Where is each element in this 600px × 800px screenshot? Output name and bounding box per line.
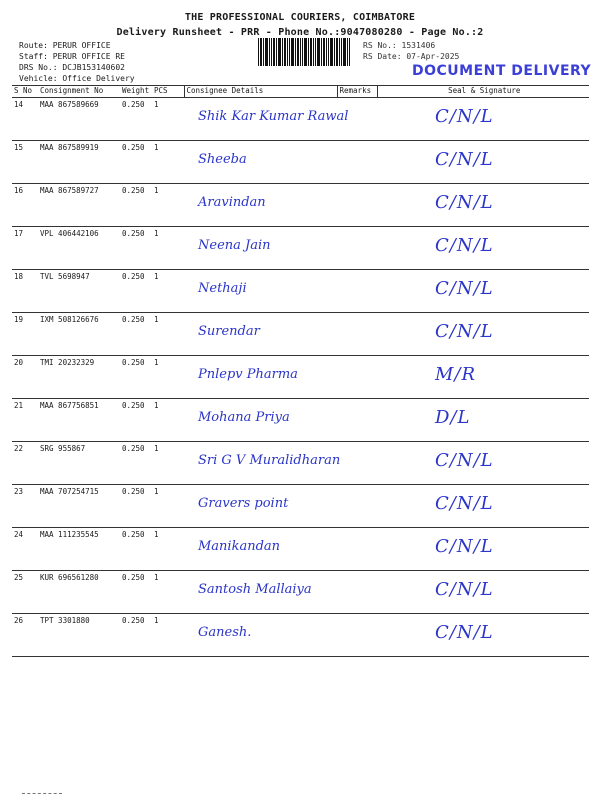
cell-pcs: 1	[152, 356, 184, 399]
barcode-icon	[258, 38, 350, 66]
cell-consignee	[184, 313, 337, 356]
cell-consignee	[184, 98, 349, 141]
cell-pcs: 1	[152, 528, 184, 571]
table-row	[12, 313, 589, 356]
cell-seal	[377, 399, 589, 442]
cell-seal	[377, 442, 589, 485]
cell-sno: 20	[12, 356, 38, 399]
cell-consignee	[184, 399, 337, 442]
cell-remarks	[337, 270, 377, 313]
cell-sno: 26	[12, 614, 38, 657]
col-sno: S No	[12, 86, 38, 98]
col-pcs: PCS	[152, 86, 184, 98]
cell-weight: 0.250	[120, 227, 152, 270]
cell-consignment: MAA 111235545	[38, 528, 120, 571]
cell-pcs: 1	[152, 614, 184, 657]
cell-remarks	[337, 528, 377, 571]
table-row	[12, 485, 589, 528]
cell-remarks	[337, 227, 377, 270]
table-row	[12, 184, 589, 227]
cell-consignee	[184, 356, 337, 399]
col-remarks: Remarks	[337, 86, 377, 98]
cell-weight: 0.250	[120, 270, 152, 313]
cell-consignee-handwriting: Ganesh.	[198, 625, 252, 640]
staff-text: Staff: PERUR OFFICE RE	[19, 52, 125, 61]
cell-seal	[377, 356, 589, 399]
cell-seal	[377, 270, 589, 313]
cell-consignee	[184, 227, 337, 270]
cell-seal	[377, 141, 589, 184]
cell-pcs: 1	[152, 141, 184, 184]
cell-consignee	[184, 270, 337, 313]
cell-seal-handwriting: C/N/L	[435, 450, 494, 471]
cell-pcs: 1	[152, 399, 184, 442]
col-consignment: Consignment No	[38, 86, 120, 98]
document-delivery-stamp: DOCUMENT DELIVERY	[412, 63, 592, 79]
table-header-row	[12, 86, 589, 98]
runsheet-table	[12, 85, 589, 657]
cell-sno: 15	[12, 141, 38, 184]
cell-remarks	[337, 184, 377, 227]
cell-consignment: IXM 508126676	[38, 313, 120, 356]
cell-consignee-handwriting: Gravers point	[198, 496, 289, 511]
cell-remarks	[337, 313, 377, 356]
cell-consignee	[184, 571, 337, 614]
cell-consignment: TVL 5698947	[38, 270, 120, 313]
cell-pcs: 1	[152, 270, 184, 313]
cell-seal	[377, 614, 589, 657]
cell-weight: 0.250	[120, 141, 152, 184]
cell-seal	[377, 227, 589, 270]
cell-weight: 0.250	[120, 313, 152, 356]
cell-remarks	[337, 141, 377, 184]
cell-consignment: MAA 867589669	[38, 98, 120, 141]
cell-seal	[377, 528, 589, 571]
cell-sno: 17	[12, 227, 38, 270]
cell-consignment: TPT 3301880	[38, 614, 120, 657]
cell-remarks	[337, 614, 377, 657]
cell-consignee	[184, 485, 337, 528]
table-row	[12, 98, 589, 141]
cell-consignee-handwriting: Sri G V Muralidharan	[198, 453, 341, 468]
table-row	[12, 571, 589, 614]
vehicle-text: Vehicle: Office Delivery	[19, 74, 135, 83]
cell-seal-handwriting: C/N/L	[435, 622, 494, 643]
col-weight: Weight	[120, 86, 152, 98]
cell-consignment: KUR 696561280	[38, 571, 120, 614]
cell-weight: 0.250	[120, 442, 152, 485]
footer-mark	[22, 793, 62, 796]
cell-consignee-handwriting: Shik Kar Kumar Rawal	[198, 109, 349, 124]
cell-consignee-handwriting: Pnlepv Pharma	[198, 367, 298, 382]
cell-weight: 0.250	[120, 184, 152, 227]
cell-consignment: SRG 955867	[38, 442, 120, 485]
table-row	[12, 270, 589, 313]
cell-seal-handwriting: D/L	[435, 407, 471, 428]
cell-pcs: 1	[152, 442, 184, 485]
cell-consignee-handwriting: Neena Jain	[198, 238, 271, 253]
cell-consignee-handwriting: Santosh Mallaiya	[198, 582, 312, 597]
company-title: THE PROFESSIONAL COURIERS, COIMBATORE	[184, 12, 416, 23]
cell-consignee	[184, 184, 337, 227]
cell-consignment: MAA 867589727	[38, 184, 120, 227]
cell-pcs: 1	[152, 313, 184, 356]
cell-remarks	[337, 571, 377, 614]
cell-seal-handwriting: C/N/L	[435, 321, 494, 342]
cell-seal-handwriting: C/N/L	[435, 149, 494, 170]
cell-sno: 23	[12, 485, 38, 528]
cell-consignee-handwriting: Aravindan	[198, 195, 266, 210]
cell-remarks	[337, 356, 377, 399]
route-text: Route: PERUR OFFICE	[19, 41, 111, 50]
cell-weight: 0.250	[120, 485, 152, 528]
table-row	[12, 528, 589, 571]
cell-seal-handwriting: C/N/L	[435, 493, 494, 514]
col-consignee: Consignee Details	[184, 86, 337, 98]
cell-seal-handwriting: C/N/L	[435, 235, 494, 256]
table-row	[12, 614, 589, 657]
cell-seal-handwriting: C/N/L	[435, 106, 494, 127]
rs-number: RS No.: 1531406	[363, 41, 436, 50]
cell-consignee-handwriting: Mohana Priya	[198, 410, 290, 425]
col-seal: Seal & Signature	[377, 86, 589, 98]
cell-remarks	[337, 442, 377, 485]
drs-text: DRS No.: DCJB153140602	[19, 63, 125, 72]
table-row	[12, 141, 589, 184]
cell-sno: 25	[12, 571, 38, 614]
cell-weight: 0.250	[120, 528, 152, 571]
cell-sno: 18	[12, 270, 38, 313]
cell-seal	[377, 98, 589, 141]
cell-pcs: 1	[152, 485, 184, 528]
cell-consignment: VPL 406442106	[38, 227, 120, 270]
cell-seal-handwriting: C/N/L	[435, 278, 494, 299]
cell-pcs: 1	[152, 227, 184, 270]
cell-remarks	[337, 399, 377, 442]
cell-weight: 0.250	[120, 399, 152, 442]
table-row	[12, 356, 589, 399]
table-row	[12, 399, 589, 442]
cell-consignment: MAA 867589919	[38, 141, 120, 184]
meta-left	[19, 40, 135, 84]
cell-sno: 19	[12, 313, 38, 356]
cell-consignee-handwriting: Manikandan	[198, 539, 281, 554]
cell-consignee	[184, 442, 341, 485]
cell-consignee-handwriting: Surendar	[198, 324, 260, 339]
cell-consignee-handwriting: Nethaji	[198, 281, 247, 296]
cell-consignee	[184, 141, 337, 184]
cell-weight: 0.250	[120, 356, 152, 399]
cell-weight: 0.250	[120, 98, 152, 141]
cell-consignment: MAA 707254715	[38, 485, 120, 528]
cell-pcs: 1	[152, 184, 184, 227]
cell-sno: 14	[12, 98, 38, 141]
table-row	[12, 442, 589, 485]
table-row	[12, 227, 589, 270]
cell-pcs: 1	[152, 98, 184, 141]
cell-seal-handwriting: M/R	[435, 364, 477, 385]
cell-sno: 21	[12, 399, 38, 442]
meta-right	[363, 40, 459, 62]
rs-date: RS Date: 07-Apr-2025	[363, 52, 460, 61]
cell-weight: 0.250	[120, 571, 152, 614]
cell-weight: 0.250	[120, 614, 152, 657]
cell-consignee	[184, 614, 337, 657]
cell-seal	[377, 184, 589, 227]
cell-sno: 24	[12, 528, 38, 571]
cell-seal	[377, 571, 589, 614]
runsheet-subtitle: Delivery Runsheet - PRR - Phone No.:9047080280 - Page No.:2	[116, 27, 484, 38]
cell-sno: 22	[12, 442, 38, 485]
cell-seal-handwriting: C/N/L	[435, 192, 494, 213]
cell-sno: 16	[12, 184, 38, 227]
cell-consignment: MAA 867756851	[38, 399, 120, 442]
cell-seal-handwriting: C/N/L	[435, 536, 494, 557]
cell-consignment: TMI 20232329	[38, 356, 120, 399]
cell-remarks	[337, 485, 377, 528]
cell-pcs: 1	[152, 571, 184, 614]
cell-seal	[377, 485, 589, 528]
cell-seal-handwriting: C/N/L	[435, 579, 494, 600]
cell-consignee	[184, 528, 337, 571]
cell-consignee-handwriting: Sheeba	[198, 152, 247, 167]
cell-seal	[377, 313, 589, 356]
